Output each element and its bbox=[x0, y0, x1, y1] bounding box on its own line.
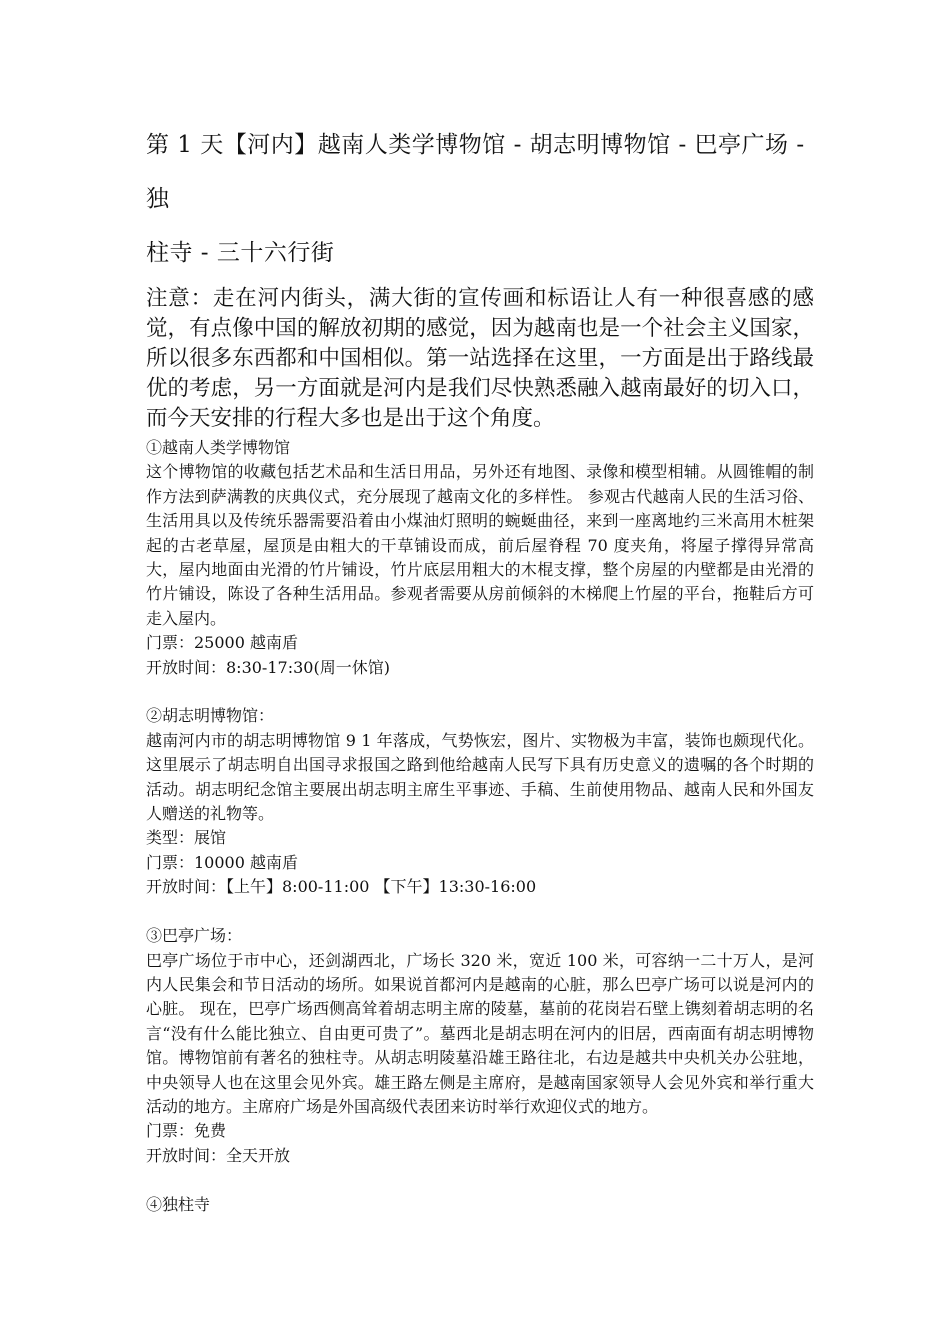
section-title: ①越南人类学博物馆 bbox=[146, 438, 291, 457]
paragraph-gap bbox=[146, 1168, 814, 1192]
opening-hours: 开放时间：8:30-17:30(周一休馆) bbox=[146, 657, 390, 677]
opening-hours: 开放时间：【上午】8:00-11:00 【下午】13:30-16:00 bbox=[146, 877, 537, 897]
ticket-info: 门票：10000 越南盾 bbox=[146, 852, 298, 872]
section-one-pillar-pagoda bbox=[146, 1193, 814, 1217]
section-anthropology-museum bbox=[146, 436, 814, 680]
section-body: 这个博物馆的收藏包括艺术品和生活日用品，另外还有地图、录像和模型相辅。从圆锥帽的制作方法到萨满教的庆典仪式，充分展现了越南文化的多样性。 参观古代越南人民的生活习俗、生活用具以及传统乐器需要沿着由小煤油灯照明的蜿蜒曲径，来到一座离地约三米高用木桩架起的古老草屋，屋顶是由粗大的干草铺设而成，前后屋脊程 70 度夹角，将屋子撑得异常高大，屋内地面由光滑的竹片铺设，竹片底层用粗大的木棍支撑，整个房屋的内壁都是由光滑的竹片铺设，陈设了各种生活用品。参观者需要从房前倾斜的木梯爬上竹屋的平台，拖鞋后方可走入屋内。 bbox=[146, 462, 814, 628]
section-ho-chi-minh-museum bbox=[146, 704, 814, 899]
section-title: ④独柱寺 bbox=[146, 1194, 211, 1214]
day-title-line-1: 第 1 天【河内】越南人类学博物馆 - 胡志明博物馆 - 巴亭广场 - 独 bbox=[146, 132, 805, 212]
section-title: ③巴亭广场： bbox=[146, 926, 243, 946]
opening-hours: 开放时间：全天开放 bbox=[146, 1145, 291, 1165]
ticket-info: 门票：25000 越南盾 bbox=[146, 633, 298, 653]
section-body: 巴亭广场位于市中心，还剑湖西北，广场长 320 米，宽近 100 米，可容纳一二十万人，是河内人民集会和节日活动的场所。如果说首都河内是越南的心脏，那么巴亭广场可以说是河内的心脏。 现在，巴亭广场西侧高耸着胡志明主席的陵墓，墓前的花岗岩石壁上镌刻着胡志明的名言“没有什么能比独立、自由更可贵了”。墓西北是胡志明在河内的旧居，西南面有胡志明博物馆。博物馆前有著名的独柱寺。从胡志明陵墓沿雄王路往北，右边是越共中央机关办公驻地，中央领导人也在这里会见外宾。雄王路左侧是主席府，是越南国家领导人会见外宾和举行重大活动的地方。主席府广场是外国高级代表团来访时举行欢迎仪式的地方。 bbox=[146, 950, 814, 1116]
type-info: 类型：展馆 bbox=[146, 828, 227, 848]
day-title-line-2: 柱寺 - 三十六行街 bbox=[146, 240, 335, 266]
day-title bbox=[146, 118, 814, 280]
paragraph-gap bbox=[146, 900, 814, 924]
intro-paragraph: 注意：走在河内街头，满大街的宣传画和标语让人有一种很喜感的感觉，有点像中国的解放初期的感觉，因为越南也是一个社会主义国家，所以很多东西都和中国相似。第一站选择在这里，一方面是出于路线最优的考虑，另一方面就是河内是我们尽快熟悉融入越南最好的切入口，而今天安排的行程大多也是出于这个角度。 bbox=[146, 286, 814, 431]
ticket-info: 门票：免费 bbox=[146, 1121, 227, 1141]
section-body: 越南河内市的胡志明博物馆 9 1 年落成，气势恢宏，图片、实物极为丰富，装饰也颇现代化。这里展示了胡志明自出国寻求报国之路到他给越南人民写下具有历史意义的遗嘱的各个时期的活动。胡志明纪念馆主要展出胡志明主席生平事迹、手稿、生前使用物品、越南人民和外国友人赠送的礼物等。 bbox=[146, 730, 814, 824]
paragraph-gap bbox=[146, 680, 814, 704]
section-title: ②胡志明博物馆： bbox=[146, 706, 275, 726]
section-ba-dinh-square bbox=[146, 924, 814, 1168]
